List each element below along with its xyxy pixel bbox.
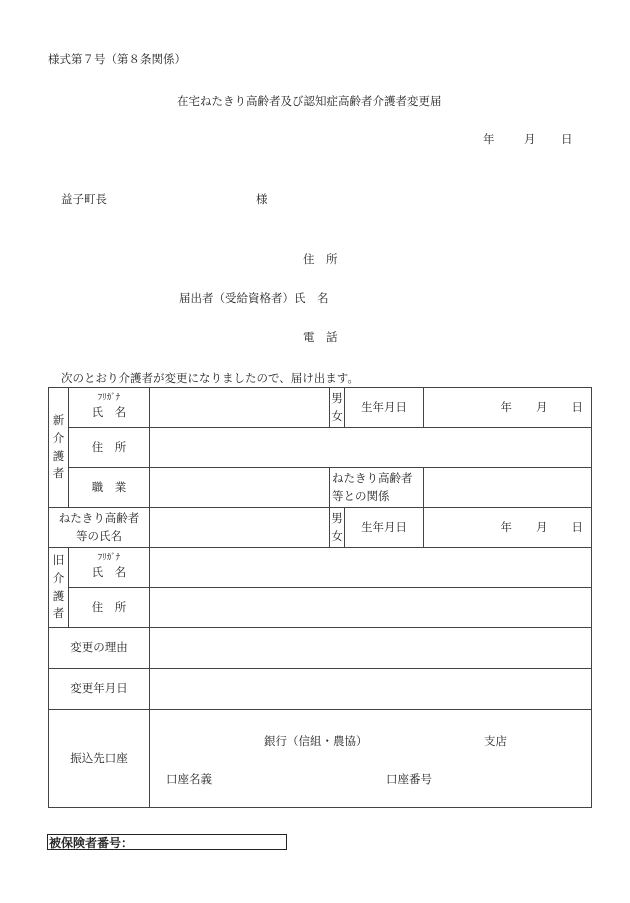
furigana-label: ﾌﾘｶﾞﾅ xyxy=(97,393,121,404)
relation-field[interactable] xyxy=(424,468,592,508)
old-name-field[interactable] xyxy=(150,548,592,588)
date-year-label: 年 xyxy=(483,132,495,146)
bank-account-label: 振込先口座 xyxy=(49,710,150,808)
change-reason-label: 変更の理由 xyxy=(49,628,150,669)
change-date-field[interactable] xyxy=(150,669,592,710)
intro-text: 次のとおり介護者が変更になりましたので、届け出ます。 xyxy=(61,371,359,385)
old-caregiver-label: 旧 介 護 者 xyxy=(49,548,69,628)
applicant-address-label: 住 所 xyxy=(303,252,338,266)
applicant-name-label: 届出者（受給資格者）氏 名 xyxy=(179,291,329,305)
new-caregiver-label: 新 介 護 者 xyxy=(49,388,69,508)
bedridden-name-label: ねたきり高齢者 等の氏名 xyxy=(49,508,150,548)
occupation-field[interactable] xyxy=(150,468,330,508)
account-holder-label: 口座名義 xyxy=(166,771,212,786)
bedridden-birthdate-field[interactable]: 年 月 日 xyxy=(424,508,592,548)
change-date-label: 変更年月日 xyxy=(49,669,150,710)
bedridden-gender-cell[interactable]: 男 女 xyxy=(330,508,345,548)
new-birthdate-label: 生年月日 xyxy=(345,388,424,428)
new-birthdate-field[interactable]: 年 月 日 xyxy=(424,388,592,428)
change-reason-field[interactable] xyxy=(150,628,592,669)
date-month-label: 月 xyxy=(524,132,536,146)
branch-label: 支店 xyxy=(484,733,507,748)
new-address-field[interactable] xyxy=(150,428,592,468)
name-label: 氏 名 xyxy=(91,404,127,419)
applicant-phone-label: 電 話 xyxy=(303,330,338,344)
insured-number-field[interactable]: 被保険者番号： xyxy=(47,834,287,850)
caregiver-change-table xyxy=(48,387,592,808)
addressee: 益子町長 xyxy=(61,192,107,206)
old-name-label-cell: ﾌﾘｶﾞﾅ 氏 名 xyxy=(69,548,150,588)
new-name-field[interactable] xyxy=(150,388,330,428)
old-address-label: 住 所 xyxy=(69,588,150,628)
form-number: 様式第７号（第８条関係） xyxy=(48,52,186,66)
form-title: 在宅ねたきり高齢者及び認知症高齢者介護者変更届 xyxy=(177,94,442,108)
occupation-label: 職 業 xyxy=(69,468,150,508)
bank-account-field[interactable] xyxy=(150,710,592,808)
bedridden-birthdate-label: 生年月日 xyxy=(345,508,424,548)
new-name-label-cell xyxy=(69,388,150,428)
bank-name-label: 銀行（信組・農協） xyxy=(264,733,368,748)
new-gender-cell[interactable]: 男 女 xyxy=(330,388,345,428)
old-address-field[interactable] xyxy=(150,588,592,628)
honorific: 様 xyxy=(256,192,268,206)
date-day-label: 日 xyxy=(561,132,573,146)
account-number-label: 口座番号 xyxy=(386,771,432,786)
bedridden-name-field[interactable] xyxy=(150,508,330,548)
new-address-label: 住 所 xyxy=(69,428,150,468)
relation-label: ねたきり高齢者 等との関係 xyxy=(330,468,424,508)
